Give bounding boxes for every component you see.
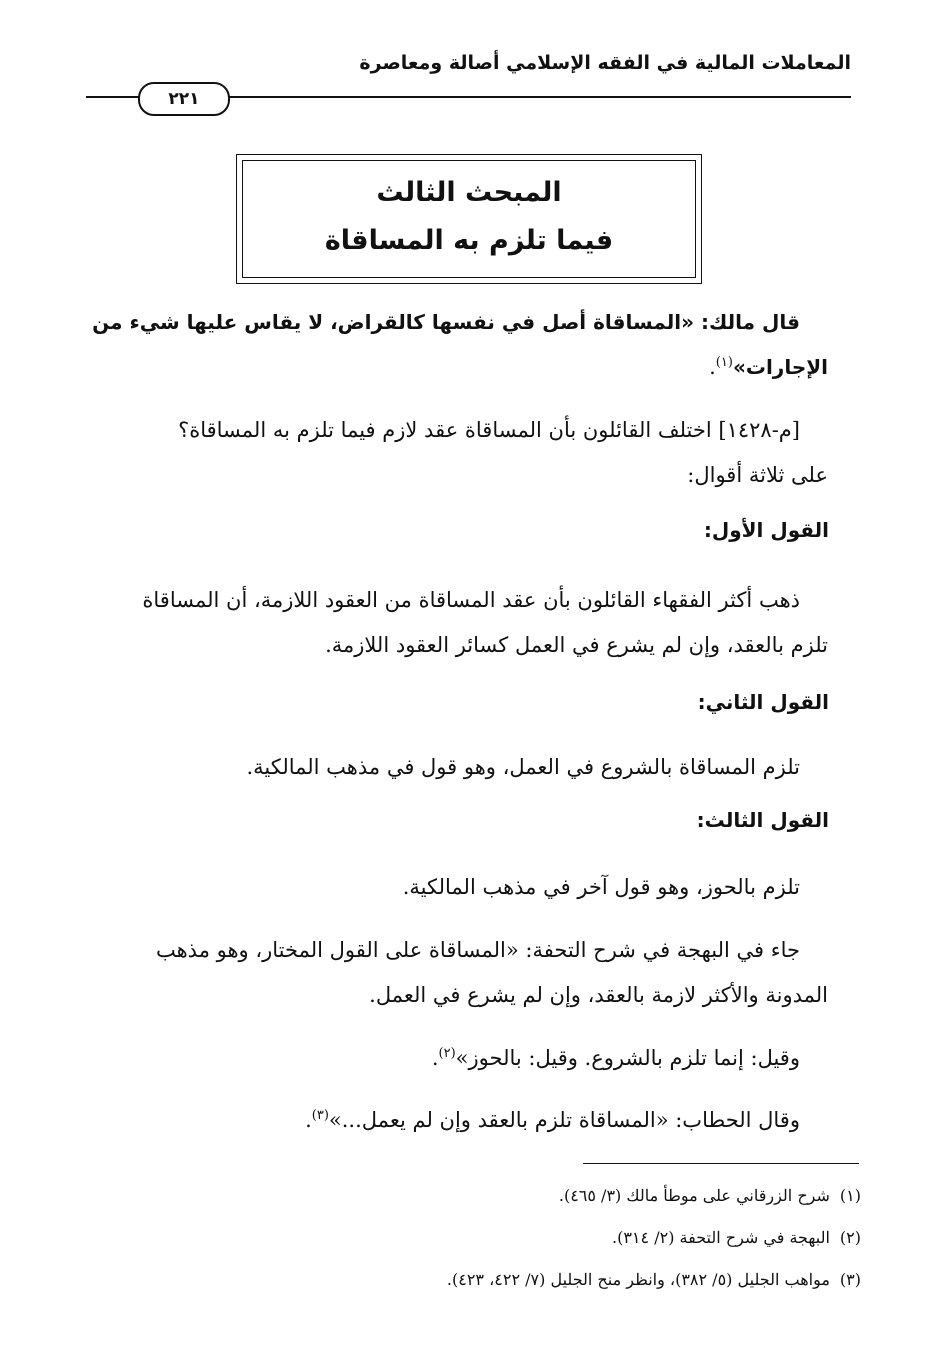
paragraph-line: قال مالك: «المساقاة أصل في نفسها كالقراض، لا يقاس عليها شيء من: [92, 310, 800, 334]
paragraph-line: ذهب أكثر الفقهاء القائلون بأن عقد المساقاة من العقود اللازمة، أن المساقاة: [142, 588, 800, 612]
paragraph-hawz-quote: [88, 1036, 828, 1081]
footnote-separator: [583, 1163, 859, 1164]
paragraph-disagreement: [88, 408, 828, 498]
paragraph-line: [م-١٤٢٨] اختلف القائلون بأن المساقاة عقد لازم فيما تلزم به المساقاة؟: [178, 418, 800, 442]
punctuation: .: [709, 355, 716, 379]
paragraph-line: المدونة والأكثر لازمة بالعقد، وإن لم يشرع في العمل.: [369, 983, 828, 1007]
paragraph-line: تلزم بالعقد، وإن لم يشرع في العمل كسائر العقود اللازمة.: [325, 633, 828, 657]
footnote-number: (١): [839, 1186, 861, 1205]
section-heading-third-opinion: القول الثالث:: [696, 808, 829, 832]
paragraph-bahja-quote: [88, 928, 828, 1018]
paragraph-line: على ثلاثة أقوال:: [687, 463, 828, 487]
quote-text: وقال الحطاب: «المساقاة تلزم بالعقد وإن لم يعمل...»: [328, 1108, 800, 1132]
paragraph-line: [88, 345, 828, 390]
paragraph-line: تلزم المساقاة بالشروع في العمل، وهو قول في مذهب المالكية.: [246, 755, 800, 779]
chapter-title-box: [236, 154, 702, 284]
paragraph-malik-quote: [88, 300, 828, 390]
chapter-title: المبحث الثالث: [376, 177, 562, 208]
paragraph-line: تلزم بالحوز، وهو قول آخر في مذهب المالكية.: [402, 875, 800, 899]
punctuation: .: [431, 1046, 439, 1070]
footnote: [101, 1186, 861, 1205]
paragraph-line: [88, 1098, 828, 1143]
footnote-text: البهجة في شرح التحفة (٢/ ٣١٤).: [612, 1228, 830, 1247]
footnote-number: (٢): [839, 1228, 861, 1247]
footnote-ref: (١): [715, 355, 733, 370]
footnote-ref: (٣): [311, 1108, 329, 1123]
paragraph-line: جاء في البهجة في شرح التحفة: «المساقاة على القول المختار، وهو مذهب: [155, 938, 800, 962]
chapter-subtitle: فيما تلزم به المساقاة: [324, 225, 614, 256]
section-heading-first-opinion: القول الأول:: [703, 518, 829, 542]
footnote-ref: (٢): [438, 1046, 456, 1061]
chapter-title-inner-frame: [242, 160, 696, 278]
page-number: ٢٢١: [138, 82, 230, 116]
footnote: [101, 1270, 861, 1289]
footnote-text: مواهب الجليل (٥/ ٣٨٢)، وانظر منح الجليل (٧/ ٤٢٢، ٤٢٣).: [446, 1270, 830, 1289]
paragraph-line: [88, 1036, 828, 1081]
footnote-number: (٣): [839, 1270, 861, 1289]
quote-text: الإجارات»: [732, 355, 828, 379]
paragraph-first-opinion: [88, 578, 828, 668]
section-heading-second-opinion: القول الثاني:: [697, 690, 829, 714]
footnote: [101, 1228, 861, 1247]
paragraph-hattab-quote: [88, 1098, 828, 1143]
paragraph-third-opinion: [88, 865, 828, 910]
paragraph-second-opinion: [88, 745, 828, 790]
punctuation: .: [305, 1108, 312, 1132]
footnote-text: شرح الزرقاني على موطأ مالك (٣/ ٤٦٥).: [558, 1186, 830, 1205]
quote-text: وقيل: إنما تلزم بالشروع. وقيل: بالحوز»: [455, 1046, 800, 1070]
running-title: المعاملات المالية في الفقه الإسلامي أصالة ومعاصرة: [359, 52, 851, 74]
